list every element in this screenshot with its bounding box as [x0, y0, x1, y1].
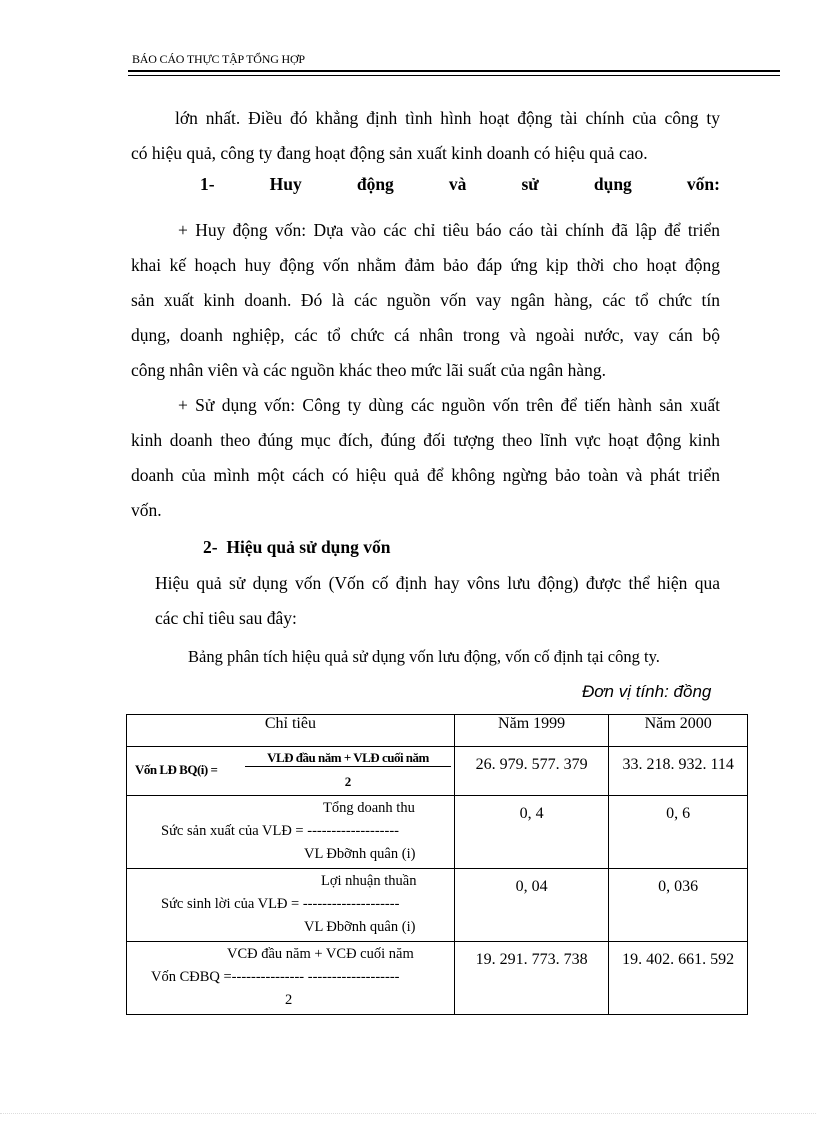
formula-top: VCĐ đầu năm + VCĐ cuối năm: [227, 946, 414, 962]
table-row: [127, 747, 748, 796]
formula-denominator: 2: [344, 774, 352, 789]
value-1999: 19. 291. 773. 738: [475, 951, 588, 968]
report-header: BÁO CÁO THỰC TẬP TỔNG HỢP: [132, 52, 305, 66]
formula-label: Vốn LĐ BQ(i) =: [135, 762, 218, 777]
table-row: [127, 869, 748, 942]
para-3-line-1: Hiệu quả sử dụng vốn (Vốn cố định hay vôns lưu động) được thể hiện qua: [155, 573, 720, 593]
header-rule-thin: [128, 75, 780, 76]
section-1-word: động: [356, 174, 394, 194]
section-1-word: vốn:: [686, 174, 720, 194]
section-1-number: 1-: [200, 174, 215, 194]
page-bottom-edge: [0, 1113, 816, 1114]
header-indicator: Chỉ tiêu: [127, 715, 455, 747]
section-1-word: dụng: [593, 174, 632, 194]
para-1-line-4: dụng, doanh nghiệp, các tổ chức cá nhân trong và ngoài nước, vay cán bộ: [131, 325, 720, 345]
value-2000: 19. 402. 661. 592: [622, 951, 735, 968]
section-1-word: Huy: [269, 174, 302, 194]
table-header-row: [127, 715, 748, 747]
intro-line-1: lớn nhất. Điều đó khẳng định tình hình hoạt động tài chính của công ty: [175, 108, 720, 128]
section-2-number: 2-: [203, 537, 218, 557]
value-2000: 0, 6: [666, 805, 691, 822]
value-1999: 0, 04: [515, 878, 548, 895]
para-2-line-1: + Sử dụng vốn: Công ty dùng các nguồn vốn trên để tiến hành sản xuất: [178, 395, 720, 415]
formula-bottom: VL Đbỡnh quân (i): [304, 919, 416, 935]
para-2-line-3: doanh của mình một cách có hiệu quả để không ngừng bảo toàn và phát triển: [131, 465, 720, 485]
table-row: [127, 796, 748, 869]
section-1-heading: [200, 174, 720, 195]
avg-working-capital-formula: [127, 747, 454, 795]
unit-label: Đơn vị tính: đồng: [582, 682, 712, 701]
para-1-line-5: công nhân viên và các nguồn khác theo mức lãi suất của ngân hàng.: [131, 360, 607, 380]
capital-efficiency-table: [126, 714, 748, 1015]
section-2-title: Hiệu quả sử dụng vốn: [226, 537, 391, 557]
header-2000: Năm 2000: [609, 715, 748, 747]
para-1-line-3: sản xuất kinh doanh. Đó là các nguồn vốn vay ngân hàng, các tổ chức tín: [131, 290, 720, 310]
table-caption: Bảng phân tích hiệu quả sử dụng vốn lưu động, vốn cố định tại công ty.: [188, 647, 660, 666]
formula-middle: Sức sinh lời của VLĐ = --------------------: [161, 896, 400, 912]
formula-bottom: 2: [285, 992, 293, 1008]
section-2-heading: [203, 530, 391, 565]
para-2-line-2: kinh doanh theo đúng mục đích, đúng đối tượng theo lĩnh vực hoạt động kinh: [131, 430, 720, 450]
section-1-word: sử: [521, 174, 539, 194]
value-1999: 26. 979. 577. 379: [475, 756, 588, 773]
working-capital-productivity-formula: [127, 796, 454, 868]
formula-top: Lợi nhuận thuần: [321, 873, 417, 889]
avg-fixed-capital-formula: [127, 942, 454, 1014]
section-1-word: và: [448, 174, 467, 194]
value-2000: 0, 036: [658, 878, 699, 895]
formula-numerator: VLĐ đầu năm + VLĐ cuối năm: [245, 750, 451, 767]
formula-bottom: VL Đbỡnh quân (i): [304, 846, 416, 862]
para-2-line-4: vốn.: [131, 500, 162, 520]
header-rule-thick: [128, 70, 780, 72]
formula-middle: Sức sản xuất của VLĐ = -------------------: [161, 823, 399, 839]
para-1-line-1: + Huy động vốn: Dựa vào các chỉ tiêu báo cáo tài chính đã lập để triển: [178, 220, 720, 240]
formula-middle: Vốn CĐBQ =--------------- -------------------: [151, 969, 400, 985]
formula-top: Tổng doanh thu: [323, 800, 415, 816]
para-3-line-2: các chỉ tiêu sau đây:: [155, 608, 297, 628]
working-capital-profitability-formula: [127, 869, 454, 941]
header-1999: Năm 1999: [454, 715, 609, 747]
table-row: [127, 942, 748, 1015]
value-2000: 33. 218. 932. 114: [622, 756, 734, 773]
intro-line-2: có hiệu quả, công ty đang hoạt động sản xuất kinh doanh có hiệu quả cao.: [131, 143, 648, 163]
para-1-line-2: khai kế hoạch huy động vốn nhằm đảm bảo đáp ứng kịp thời cho hoạt động: [131, 255, 720, 275]
value-1999: 0, 4: [519, 805, 544, 822]
